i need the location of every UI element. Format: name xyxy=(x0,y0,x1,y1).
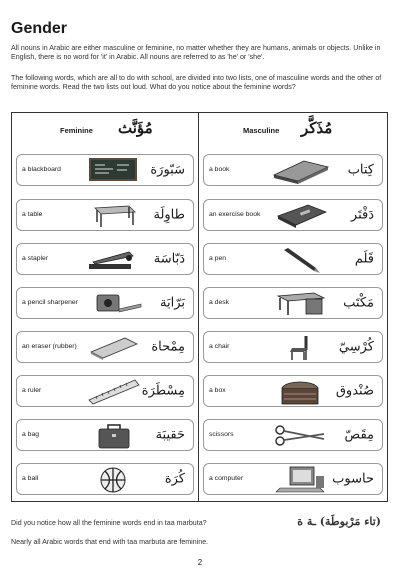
page-title: Gender xyxy=(11,20,68,37)
vocabulary-table xyxy=(11,112,388,502)
item-english: a ball xyxy=(22,475,39,482)
list-item-sharpener xyxy=(16,287,194,319)
list-item-ruler xyxy=(16,375,194,407)
item-arabic: بَرّايَة xyxy=(160,295,185,311)
item-english: a chair xyxy=(209,343,230,350)
list-item-computer xyxy=(203,463,383,495)
list-item-blackboard xyxy=(16,154,194,186)
list-item-book xyxy=(203,154,383,186)
item-english: a bag xyxy=(22,431,40,438)
list-item-table xyxy=(16,199,194,231)
taa-marbuta-question xyxy=(11,515,389,528)
item-english: scissors xyxy=(209,431,234,438)
item-english: an eraser (rubber) xyxy=(22,343,77,350)
masculine-column xyxy=(199,113,387,501)
feminine-column xyxy=(12,113,198,501)
note1-text: Did you notice how all the feminine words end in taa marbuta? xyxy=(11,519,207,527)
list-item-pen xyxy=(203,243,383,275)
ruler-icon xyxy=(83,378,143,405)
pen-icon xyxy=(270,246,330,273)
item-arabic: مَكْتَب xyxy=(343,295,374,311)
item-english: a desk xyxy=(209,299,230,306)
list-item-exercise-book xyxy=(203,199,383,231)
item-english: a box xyxy=(209,387,226,394)
list-item-ball xyxy=(16,463,194,495)
list-item-chair xyxy=(203,331,383,363)
list-item-desk xyxy=(203,287,383,319)
exercise-book-icon xyxy=(270,202,330,229)
stapler-icon xyxy=(83,246,143,273)
taa-marbuta-rule: Nearly all Arabic words that end with taa marbuta are feminine. xyxy=(11,538,209,546)
note1-arabic: (تاء مَرْبوطَة) ـة ة xyxy=(297,515,381,528)
masculine-heading-en: Masculine xyxy=(243,126,280,135)
item-arabic: مِمْحاة xyxy=(151,339,185,355)
list-item-scissors xyxy=(203,419,383,451)
scissors-icon xyxy=(270,422,330,449)
item-arabic: سَبّورَة xyxy=(150,162,185,178)
item-arabic: مِقَصّ xyxy=(344,427,374,443)
ball-icon xyxy=(83,466,143,493)
item-arabic: صُنْدوق xyxy=(335,383,374,399)
table-icon xyxy=(83,202,143,229)
item-arabic: طاوِلَة xyxy=(153,207,185,223)
computer-icon xyxy=(270,466,330,493)
chair-icon xyxy=(270,334,330,361)
intro-paragraph-2: The following words, which are all to do with school, are divided into two lists, one of masculine words and the other of feminine words. Read the two lists out loud. What do you notice about the feminine words? xyxy=(11,74,382,91)
item-arabic: حَقيبَة xyxy=(155,427,185,443)
book-icon xyxy=(270,157,330,184)
item-arabic: مِسْطَرَة xyxy=(141,383,185,399)
item-english: a table xyxy=(22,211,43,218)
item-english: a ruler xyxy=(22,387,42,394)
item-english: a pen xyxy=(209,255,227,262)
feminine-heading-ar: مُؤَنَّث xyxy=(118,119,153,137)
item-english: a computer xyxy=(209,475,244,482)
item-english: a book xyxy=(209,166,230,173)
blackboard-icon xyxy=(83,157,143,184)
item-arabic: دَبّاسَة xyxy=(153,251,185,267)
item-english: a blackboard xyxy=(22,166,61,173)
item-english: an exercise book xyxy=(209,211,261,218)
list-item-box xyxy=(203,375,383,407)
box-icon xyxy=(270,378,330,405)
feminine-header xyxy=(12,113,198,147)
intro-paragraph-1: All nouns in Arabic are either masculine or feminine, no matter whether they are humans, animals or objects. Unlike in English, there is no word for 'it' in Arabic. All nouns are referred to as 'he' or 'she'. xyxy=(11,44,381,61)
item-english: a stapler xyxy=(22,255,49,262)
feminine-heading-en: Feminine xyxy=(60,126,93,135)
item-arabic: كُرْسِيّ xyxy=(338,339,374,355)
masculine-heading-ar: مُذَكَّر xyxy=(301,119,333,137)
sharpener-icon xyxy=(83,290,143,317)
bag-icon xyxy=(83,422,143,449)
item-english: a pencil sharpener xyxy=(22,299,78,306)
masculine-header xyxy=(199,113,387,147)
item-arabic: دَفْتَر xyxy=(350,207,374,223)
desk-icon xyxy=(270,290,330,317)
item-arabic: حاسوب xyxy=(332,471,374,487)
page-number: 2 xyxy=(197,558,203,567)
list-item-eraser xyxy=(16,331,194,363)
item-arabic: قَلَم xyxy=(354,251,374,267)
item-arabic: كُرَة xyxy=(164,471,185,487)
eraser-icon xyxy=(83,334,143,361)
list-item-stapler xyxy=(16,243,194,275)
list-item-bag xyxy=(16,419,194,451)
item-arabic: كِتاب xyxy=(347,162,374,178)
